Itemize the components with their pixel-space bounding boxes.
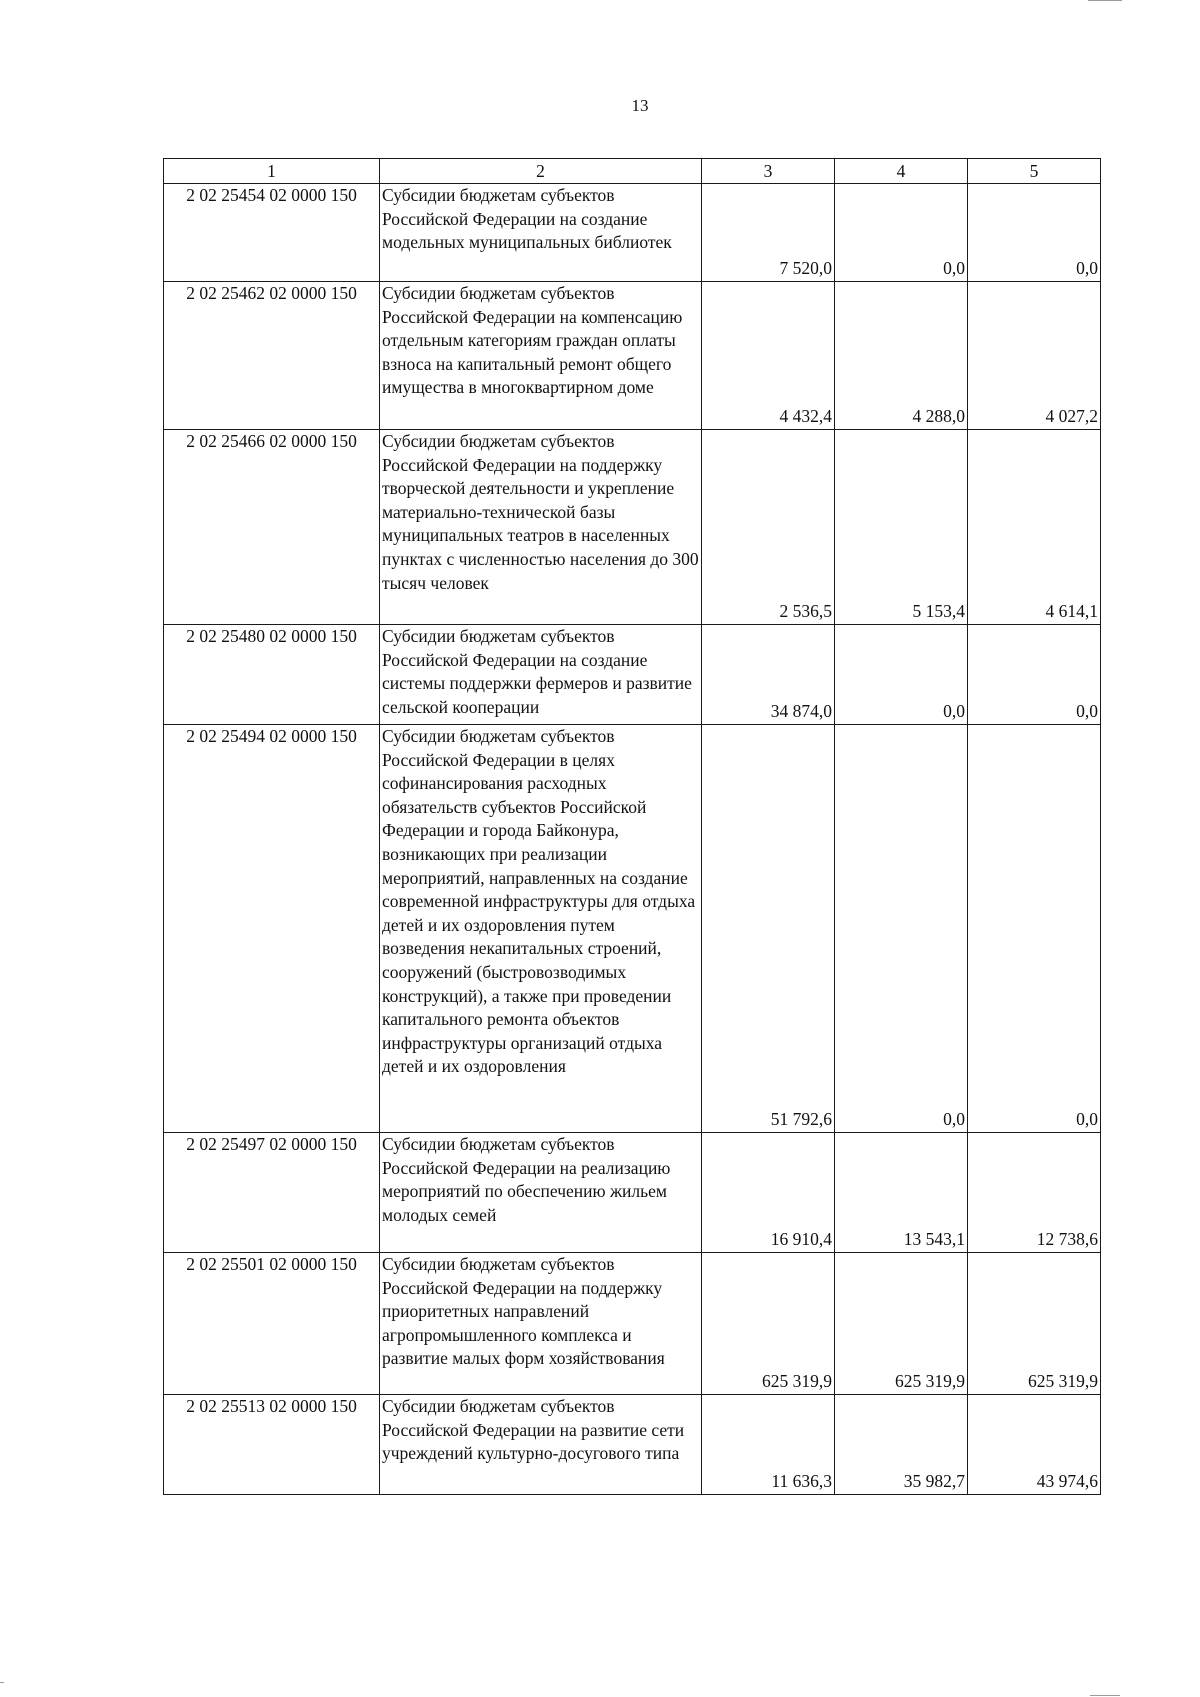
budget-table <box>163 158 1101 1495</box>
header-col-5: 5 <box>968 159 1101 184</box>
amount-col-3-cell: 625 319,9 <box>702 1253 835 1395</box>
budget-code-cell: 2 02 25501 02 0000 150 <box>164 1253 380 1395</box>
amount-col-4-cell: 0,0 <box>835 625 968 725</box>
budget-code-cell: 2 02 25480 02 0000 150 <box>164 625 380 725</box>
amount-col-4-cell: 35 982,7 <box>835 1395 968 1495</box>
amount-col-5-cell: 625 319,9 <box>968 1253 1101 1395</box>
amount-col-3-cell: 2 536,5 <box>702 430 835 625</box>
amount-col-5-cell: 0,0 <box>968 625 1101 725</box>
description-cell: Субсидии бюджетам субъектов Российской Федерации на создание системы поддержки фермеров и развитие сельской кооперации <box>380 625 702 725</box>
amount-col-3-cell: 34 874,0 <box>702 625 835 725</box>
budget-code-cell: 2 02 25494 02 0000 150 <box>164 725 380 1133</box>
amount-col-3-cell: 16 910,4 <box>702 1133 835 1253</box>
header-row <box>164 159 1101 184</box>
amount-col-5-cell: 0,0 <box>968 725 1101 1133</box>
amount-col-5-cell: 12 738,6 <box>968 1133 1101 1253</box>
description-cell: Субсидии бюджетам субъектов Российской Федерации на поддержку творческой деятельности и укрепление материально-технической базы муниципальных театров в населенных пунктах с численностью населения до 300 тысяч человек <box>380 430 702 625</box>
amount-col-3-cell: 11 636,3 <box>702 1395 835 1495</box>
page-number: 13 <box>631 96 649 115</box>
table-row <box>164 430 1101 625</box>
description-cell: Субсидии бюджетам субъектов Российской Федерации на реализацию мероприятий по обеспечению жильем молодых семей <box>380 1133 702 1253</box>
amount-col-5-cell: 43 974,6 <box>968 1395 1101 1495</box>
amount-col-5-cell: 4 027,2 <box>968 282 1101 430</box>
amount-col-3-cell: 51 792,6 <box>702 725 835 1133</box>
header-col-2: 2 <box>380 159 702 184</box>
budget-code-cell: 2 02 25466 02 0000 150 <box>164 430 380 625</box>
budget-code-cell: 2 02 25497 02 0000 150 <box>164 1133 380 1253</box>
table-row <box>164 1395 1101 1495</box>
table-row <box>164 625 1101 725</box>
header-col-1: 1 <box>164 159 380 184</box>
description-cell: Субсидии бюджетам субъектов Российской Федерации на поддержку приоритетных направлений агропромышленного комплекса и развитие малых форм хозяйствования <box>380 1253 702 1395</box>
amount-col-4-cell: 0,0 <box>835 725 968 1133</box>
table-row <box>164 1253 1101 1395</box>
amount-col-4-cell: 4 288,0 <box>835 282 968 430</box>
header-col-4: 4 <box>835 159 968 184</box>
budget-code-cell: 2 02 25462 02 0000 150 <box>164 282 380 430</box>
table-row <box>164 282 1101 430</box>
budget-code-cell: 2 02 25513 02 0000 150 <box>164 1395 380 1495</box>
scan-artifact <box>0 1682 4 1683</box>
table-row <box>164 725 1101 1133</box>
amount-col-5-cell: 0,0 <box>968 184 1101 282</box>
table-row <box>164 1133 1101 1253</box>
amount-col-4-cell: 625 319,9 <box>835 1253 968 1395</box>
description-cell: Субсидии бюджетам субъектов Российской Федерации в целях софинансирования расходных обязательств субъектов Российской Федерации и города Байконура, возникающих при реализации мероприятий, направленных на создание современной инфраструктуры для отдыха детей и их оздоровления путем возведения некапитальных строений, сооружений (быстровозводимых конструкций), а также при проведении капитального ремонта объектов инфраструктуры организаций отдыха детей и их оздоровления <box>380 725 702 1133</box>
budget-code-cell: 2 02 25454 02 0000 150 <box>164 184 380 282</box>
header-col-3: 3 <box>702 159 835 184</box>
scan-artifact <box>1090 1695 1120 1696</box>
description-cell: Субсидии бюджетам субъектов Российской Федерации на развитие сети учреждений культурно-досугового типа <box>380 1395 702 1495</box>
amount-col-3-cell: 4 432,4 <box>702 282 835 430</box>
scan-artifact <box>1088 0 1122 1</box>
description-cell: Субсидии бюджетам субъектов Российской Федерации на компенсацию отдельным категориям граждан оплаты взноса на капитальный ремонт общего имущества в многоквартирном доме <box>380 282 702 430</box>
amount-col-5-cell: 4 614,1 <box>968 430 1101 625</box>
amount-col-4-cell: 5 153,4 <box>835 430 968 625</box>
amount-col-4-cell: 13 543,1 <box>835 1133 968 1253</box>
table-row <box>164 184 1101 282</box>
amount-col-3-cell: 7 520,0 <box>702 184 835 282</box>
amount-col-4-cell: 0,0 <box>835 184 968 282</box>
description-cell: Субсидии бюджетам субъектов Российской Федерации на создание модельных муниципальных библиотек <box>380 184 702 282</box>
